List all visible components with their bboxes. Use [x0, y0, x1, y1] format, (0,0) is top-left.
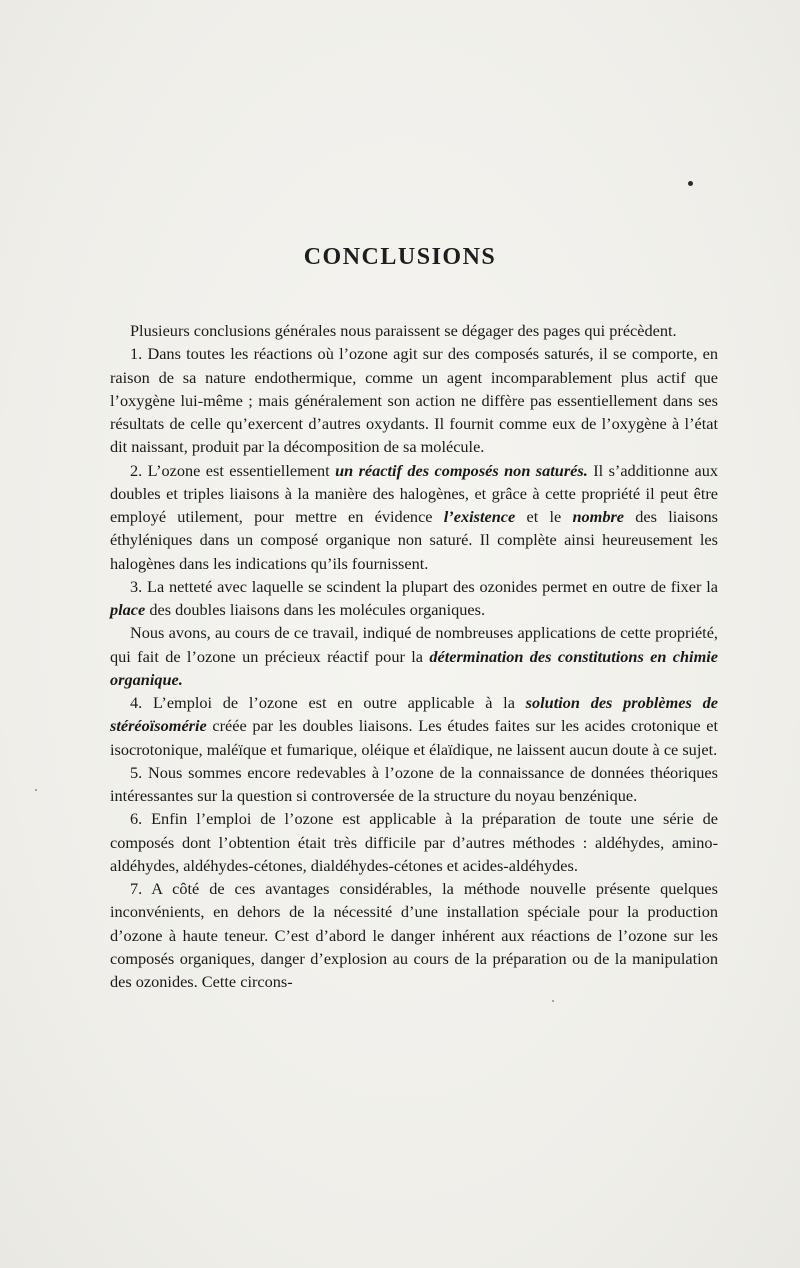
text-segment: 3. La netteté avec laquelle se scindent la plupart des ozonides permet en outre de fixer la [130, 576, 718, 596]
paragraph [110, 691, 718, 761]
text-segment: et le [515, 507, 573, 526]
text-segment: 1. Dans toutes les réactions où l’ozone agit sur des composés saturés, il se comporte, en raison de sa nature endothermique, comme un agent incomparablement plus actif que l’oxygène lui-même ; mais généralement son action ne diffère pas essentiellement dans ses résultats de celle qu’exercent d’autres oxydants. Il fournit comme eux de l’oxygène à l’état dit naissant, produit par la décomposition de sa molécule. [110, 344, 718, 457]
italic-segment: détermination des constitutions en chimie organique. [110, 646, 718, 689]
italic-segment: place [110, 600, 146, 619]
paragraph [110, 807, 718, 877]
text-segment: créée par les doubles liaisons. Les études faites sur les acides crotonique et isocrotonique, maléïque et fumarique, oléique et élaïdique, ne laissent aucun doute à ce sujet. [110, 716, 718, 759]
ink-speck [552, 1000, 554, 1002]
text-segment: Nous avons, au cours de ce travail, indiqué de nombreuses applications de cette propriété, qui fait de l’ozone un précieux réactif pour la [110, 623, 718, 666]
text-segment: 2. L’ozone est essentiellement [130, 460, 336, 480]
ink-speck [688, 181, 693, 186]
text-segment: des liaisons éthyléniques dans un composé organique non saturé. Il complète ainsi heureusement les halogènes dans les indications qu’ils fournissent. [110, 507, 718, 573]
italic-segment: un réactif des composés non saturés. [335, 460, 588, 480]
italic-segment: l’existence [443, 507, 516, 526]
paragraph [110, 342, 718, 458]
paragraph [110, 459, 718, 575]
paragraph [110, 761, 718, 808]
text-segment: 5. Nous sommes encore redevables à l’ozone de la connaissance de données théoriques intéressantes sur la question si controversée de la structure du noyau benzénique. [110, 762, 718, 805]
text-segment: des doubles liaisons dans les molécules organiques. [145, 600, 486, 619]
paragraph [110, 621, 718, 691]
text-segment: 4. L’emploi de l’ozone est en outre applicable à la [130, 693, 526, 712]
body-text [110, 319, 718, 993]
paragraph [110, 319, 718, 342]
text-segment: 7. A côté de ces avantages considérables, la méthode nouvelle présente quelques inconvénients, en dehors de la nécessité d’une installation spéciale pour la production d’ozone à haute teneur. C’est d’abord le danger inhérent aux réactions de l’ozone sur les composés organiques, danger d’explosion au cours de la préparation ou de la manipulation des ozonides. Cette circons- [110, 879, 718, 991]
page-title: CONCLUSIONS [303, 244, 497, 271]
italic-segment: solution des problèmes de stéréoïsomérie [110, 693, 718, 736]
text-segment: 6. Enfin l’emploi de l’ozone est applicable à la préparation de toute une série de composés dont l’obtention était très difficile par d’autres méthodes : aldéhydes, amino-aldéhydes, aldéhydes-cétones, dialdéhydes-cétones et acides-aldéhydes. [110, 809, 718, 875]
text-segment: Il s’additionne aux doubles et triples liaisons à la manière des halogènes, et grâce à cette propriété il peut être employé utilement, pour mettre en évidence [110, 460, 718, 526]
italic-segment: nombre [572, 507, 625, 526]
paragraph [110, 575, 718, 622]
text-segment: Plusieurs conclusions générales nous paraissent se dégager des pages qui précèdent. [130, 321, 677, 340]
ink-speck [35, 789, 37, 791]
paragraph [110, 877, 718, 993]
